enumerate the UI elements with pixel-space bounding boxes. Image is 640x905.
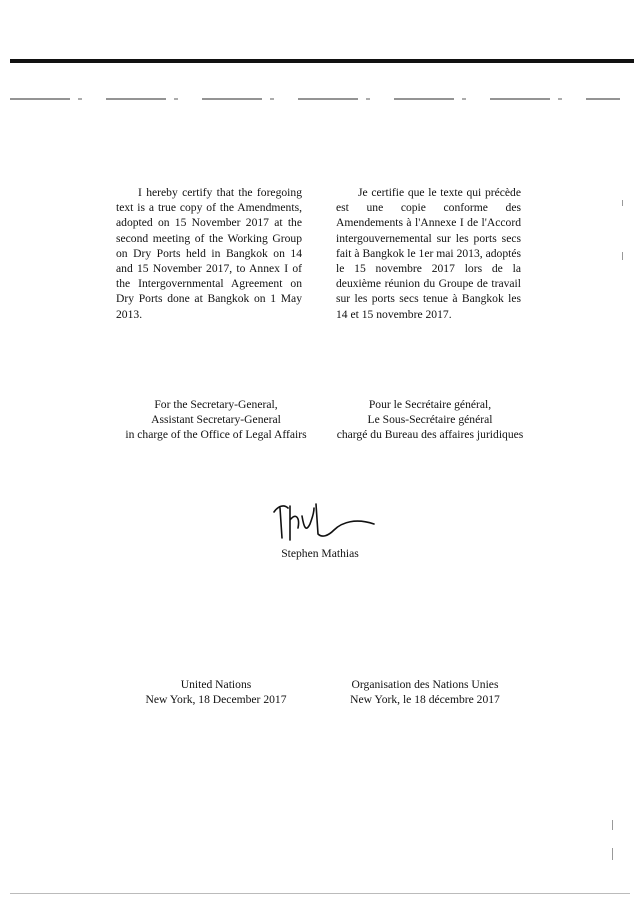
certification-french — [336, 185, 521, 322]
signatory-french — [322, 397, 538, 442]
place-french-date: New York, le 18 décembre 2017 — [350, 693, 500, 706]
top-rule — [10, 59, 634, 63]
certification-english — [116, 185, 302, 322]
scan-dashed-rule — [10, 98, 620, 100]
signatory-french-line2: Le Sous-Secrétaire général — [367, 413, 493, 426]
signatory-french-line3: chargé du Bureau des affaires juridiques — [336, 428, 524, 441]
scan-mark — [622, 252, 623, 260]
place-english-org: United Nations — [180, 678, 252, 691]
signatory-english-line1: For the Secretary-General, — [154, 398, 278, 411]
signer-name: Stephen Mathias — [281, 547, 359, 560]
place-english-date: New York, 18 December 2017 — [145, 693, 287, 706]
place-english — [96, 677, 336, 707]
certification-french-text: Je certifie que le texte qui précède est une copie conforme des Amendements à l'Annexe I de l'Accord intergouvernemental sur les ports secs fait à Bangkok le 1er mai 2013, adoptés le 15 novembre 2017 lors de la deuxième réunion du Groupe de travail sur les ports secs tenue à Bangkok les 14 et 15 novembre 2017. — [336, 186, 521, 321]
scan-mark — [612, 820, 613, 830]
bottom-scan-rule — [10, 893, 630, 894]
place-french — [320, 677, 530, 707]
signatory-english-line2: Assistant Secretary-General — [151, 413, 281, 426]
signatory-english-line3: in charge of the Office of Legal Affairs — [125, 428, 307, 441]
scan-mark — [612, 848, 613, 860]
place-french-org: Organisation des Nations Unies — [351, 678, 499, 691]
handwritten-signature — [270, 494, 380, 548]
signatory-french-line1: Pour le Secrétaire général, — [368, 398, 492, 411]
signatory-english — [96, 397, 336, 442]
certification-english-text: I hereby certify that the foregoing text is a true copy of the Amendments, adopted on 15 November 2017 at the second meeting of the Working Group on Dry Ports held in Bangkok on 14 and 15 November 2017, to Annex I of the Intergovernmental Agreement on Dry Ports done at Bangkok on 1 May 2013. — [116, 186, 302, 321]
scan-mark — [622, 200, 623, 206]
